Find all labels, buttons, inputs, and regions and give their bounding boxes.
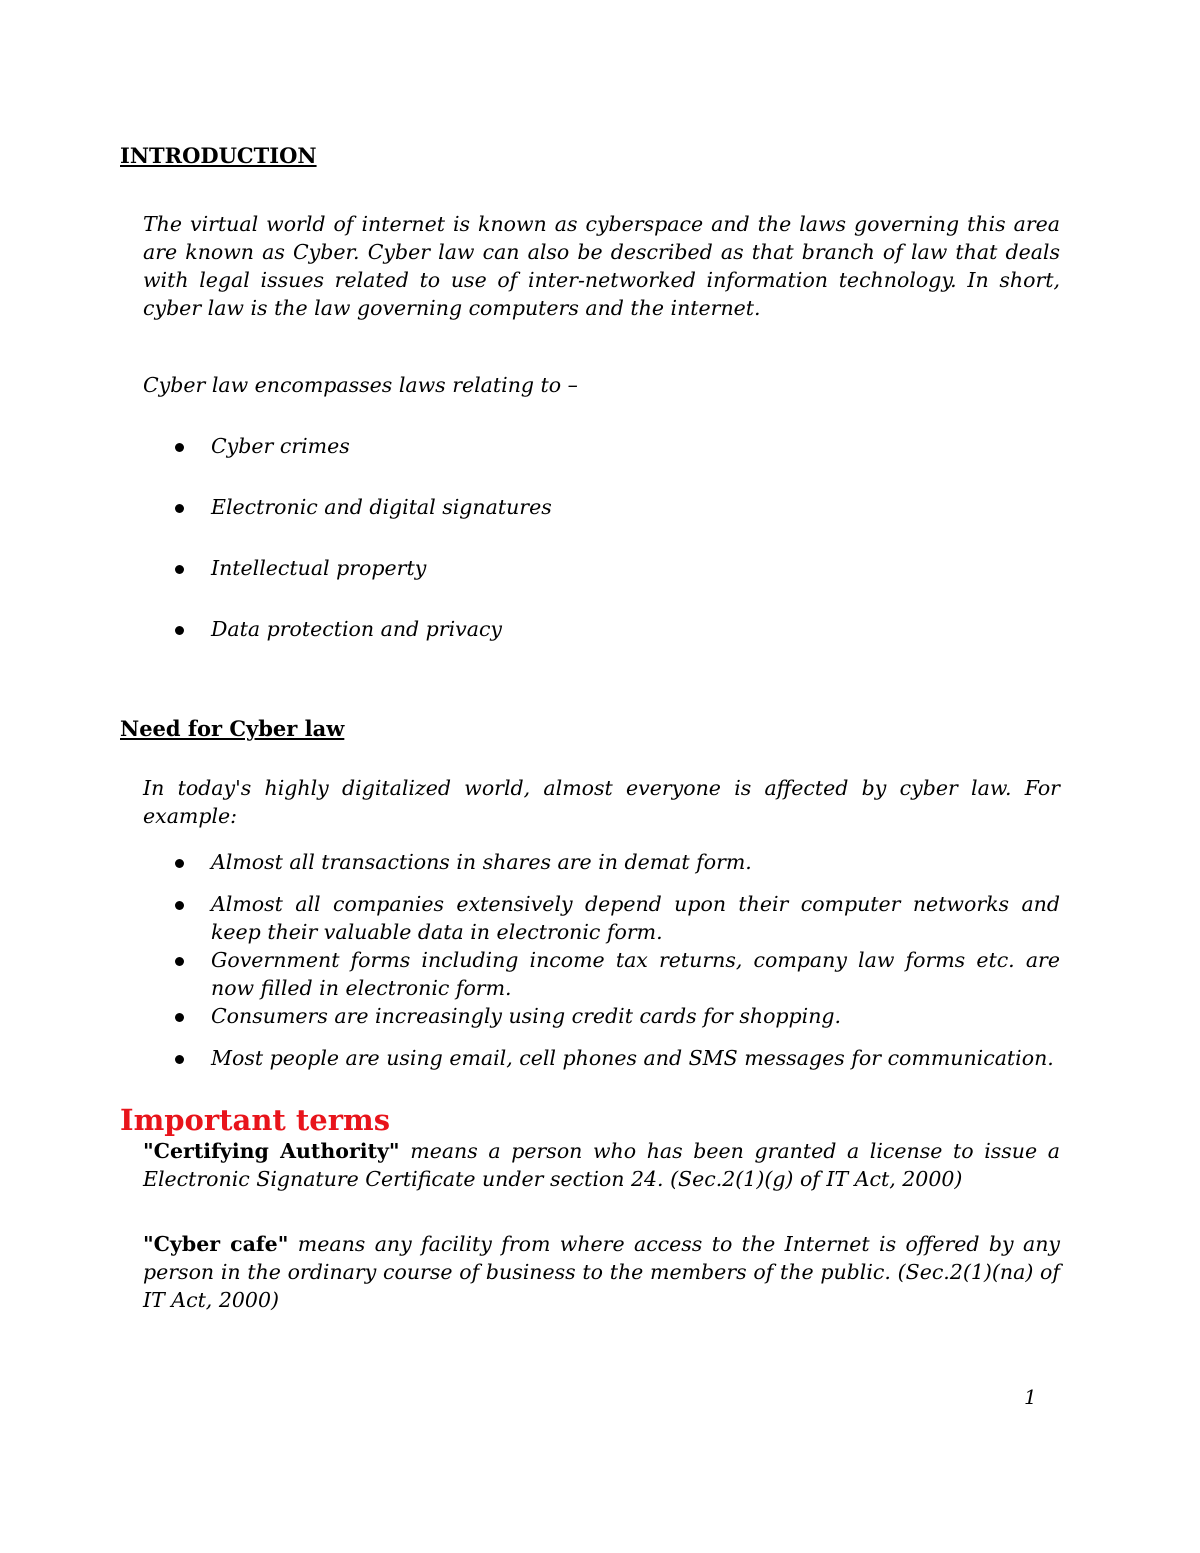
term-name: "Certifying Authority" bbox=[143, 1139, 400, 1163]
list-item: Electronic and digital signatures bbox=[120, 493, 1060, 521]
term-definition: means any facility from where access to the Internet is offered by any person in the ordinary course of business to the members of the public. (Sec.2(1)(na) of IT Act, 2000) bbox=[143, 1232, 1061, 1312]
bullet-icon bbox=[175, 626, 184, 635]
encompasses-intro: Cyber law encompasses laws relating to – bbox=[143, 373, 578, 397]
list-item: Almost all companies extensively depend upon their computer networks and keep their valuable data in electronic form. bbox=[120, 890, 1060, 946]
need-list bbox=[120, 848, 1060, 1072]
list-item: Most people are using email, cell phones and SMS messages for communication. bbox=[120, 1044, 1060, 1072]
bullet-icon bbox=[175, 504, 184, 513]
bullet-icon bbox=[175, 859, 184, 868]
important-terms-heading: Important terms bbox=[120, 1103, 391, 1137]
bullet-icon bbox=[175, 443, 184, 452]
term-name: "Cyber cafe" bbox=[143, 1232, 289, 1256]
bullet-icon bbox=[175, 957, 184, 966]
bullet-icon bbox=[175, 1055, 184, 1064]
encompasses-list bbox=[120, 432, 1060, 643]
term-certifying-authority bbox=[120, 1137, 1060, 1193]
bullet-icon bbox=[175, 901, 184, 910]
document-body bbox=[120, 143, 1060, 1314]
need-heading: Need for Cyber law bbox=[120, 716, 345, 741]
list-item: Cyber crimes bbox=[120, 432, 1060, 460]
list-item: Consumers are increasingly using credit cards for shopping. bbox=[120, 1002, 1060, 1030]
term-cyber-cafe bbox=[120, 1230, 1060, 1314]
page-number: 1 bbox=[1024, 1385, 1037, 1409]
bullet-icon bbox=[175, 1013, 184, 1022]
introduction-heading: INTRODUCTION bbox=[120, 143, 317, 168]
list-item: Data protection and privacy bbox=[120, 615, 1060, 643]
term-definition: means a person who has been granted a license to issue a Electronic Signature Certificate under section 24. (Sec.2(1)(g) of IT Act, 2000) bbox=[143, 1139, 1060, 1191]
list-item: Intellectual property bbox=[120, 554, 1060, 582]
introduction-paragraph: The virtual world of internet is known as cyberspace and the laws governing this area are known as Cyber. Cyber law can also be described as that branch of law that deals with legal issues related to use of inter-networked information technology. In short, cyber law is the law governing computers and the internet. bbox=[143, 212, 1060, 320]
list-item: Government forms including income tax returns, company law forms etc. are now filled in electronic form. bbox=[120, 946, 1060, 1002]
bullet-icon bbox=[175, 565, 184, 574]
list-item: Almost all transactions in shares are in demat form. bbox=[120, 848, 1060, 876]
need-paragraph: In today's highly digitalized world, almost everyone is affected by cyber law. For example: bbox=[143, 776, 1060, 828]
